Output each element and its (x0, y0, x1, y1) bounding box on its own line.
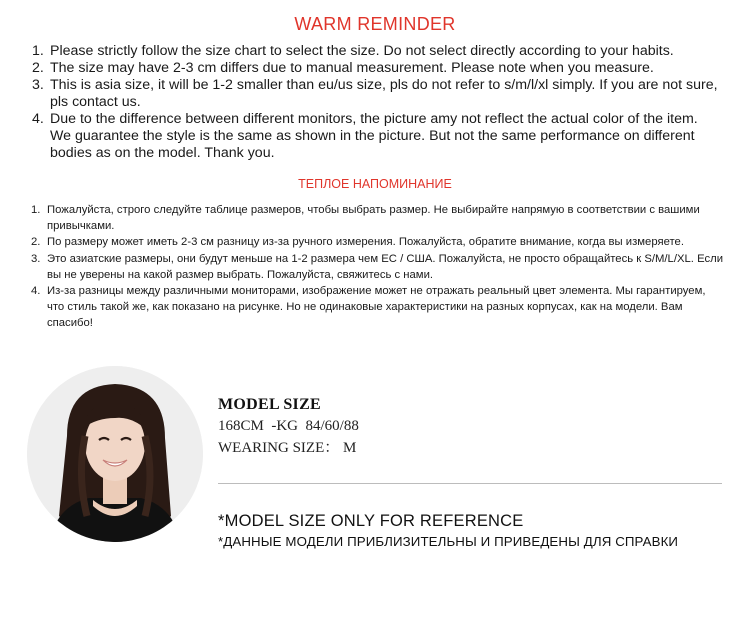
list-item (32, 111, 722, 162)
list-item (32, 77, 722, 111)
model-measurements: 168CM -KG 84/60/88 (218, 418, 359, 434)
item-number: 2. (32, 60, 44, 76)
list-item (31, 283, 725, 332)
item-number: 1. (32, 43, 44, 59)
item-text: Из-за разницы между различными мониторами, изображение может не отражать реальный цвет элемента. Мы гарантируем, что стиль такой же, как показано на рисунке. Но не одинаковые характеристики на разных корпусах, как на модели. Вам спасибо! (47, 285, 706, 330)
list-item (31, 202, 725, 234)
item-text: Это азиатские размеры, они будут меньше на 1-2 размера чем ЕС / США. Пожалуйста, не просто обращайтесь к S/M/L/XL. Если вы не уверены на какой размер выбрать. Пожалуйста, свяжитесь с нами. (47, 252, 724, 281)
wearing-size: WEARING SIZE： M (218, 440, 357, 456)
item-number: 3. (31, 252, 41, 265)
item-text: This is asia size, it will be 1-2 smaller than eu/us size, pls do not refer to s/m/l/xl simply. If you are not sure, pls contact us. (50, 77, 718, 110)
reminder-list-ru (31, 202, 725, 332)
item-text: Due to the difference between different monitors, the picture amy not reflect the actual color of the item. We guarantee the style is the same as shown in the picture. But not the same performance on different bodies as on the model. Thank you. (50, 111, 698, 161)
item-number: 2. (31, 236, 41, 249)
list-item (31, 234, 725, 250)
reference-note-ru: *ДАННЫЕ МОДЕЛИ ПРИБЛИЗИТЕЛЬНЫ И ПРИВЕДЕНЫ ДЛЯ СПРАВКИ (218, 534, 679, 549)
warm-reminder-title-ru: ТЕПЛОЕ НАПОМИНАНИЕ (298, 177, 452, 191)
model-size-title: MODEL SIZE (218, 396, 322, 413)
item-text: Please strictly follow the size chart to select the size. Do not select directly according to your habits. (50, 43, 674, 59)
model-size-block (218, 396, 359, 457)
divider (218, 483, 722, 484)
item-number: 3. (32, 77, 44, 93)
item-number: 1. (31, 204, 41, 216)
reference-note-en: *MODEL SIZE ONLY FOR REFERENCE (218, 512, 524, 530)
model-photo (27, 366, 203, 542)
item-text: Пожалуйста, строго следуйте таблице размеров, чтобы выбрать размер. Не выбирайте напрямую в соответствии с вашими привычками. (47, 204, 700, 233)
list-item (32, 60, 722, 77)
item-number: 4. (31, 285, 41, 298)
item-text: The size may have 2-3 cm differs due to manual measurement. Please note when you measure. (50, 60, 654, 76)
list-item (31, 251, 725, 283)
item-text: По размеру может иметь 2-3 см разницу из-за ручного измерения. Пожалуйста, обратите внимание, когда вы измеряете. (47, 236, 684, 249)
reminder-list-en (32, 43, 722, 162)
item-number: 4. (32, 111, 44, 127)
model-portrait-illustration (27, 366, 203, 542)
warm-reminder-title: WARM REMINDER (294, 14, 456, 34)
list-item (32, 43, 722, 60)
